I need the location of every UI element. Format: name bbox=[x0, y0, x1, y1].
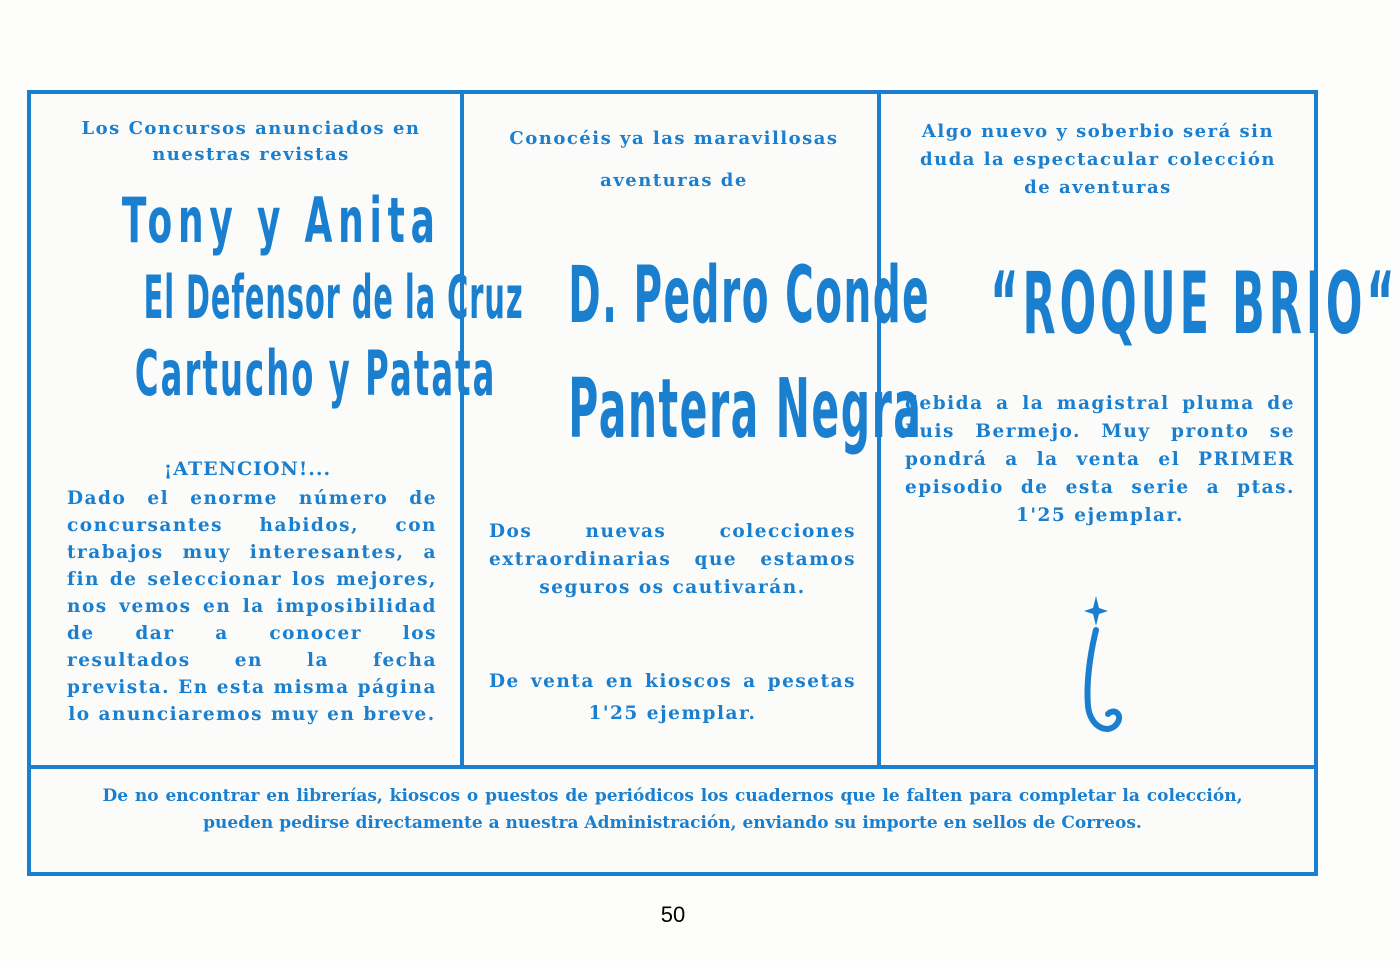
middle-description: Dos nuevas colecciones extraordinarias que estamos seguros os cautivarán. bbox=[489, 521, 856, 598]
title-pedro-conde: D. Pedro Conde bbox=[568, 251, 931, 341]
title-pantera-negra: Pantera Negra bbox=[568, 362, 923, 457]
question-mark-ornament-icon bbox=[1066, 594, 1126, 744]
right-description: debida a la magistral pluma de Luis Bermejo. Muy pronto se pondrá a la venta el PRIMER episodio de esta serie a ptas. 1'25 ejemplar. bbox=[905, 393, 1295, 526]
left-panel bbox=[31, 94, 524, 765]
title-tony-y-anita: Tony y Anita bbox=[121, 184, 441, 257]
footer-notice-text: De no encontrar en librerías, kioscos o puestos de periódicos los cuadernos que le falten para completar la colección, pueden pedirse directamente a nuestra Administración, enviando su importe en sellos de Correos. bbox=[102, 786, 1243, 833]
advertisement-frame bbox=[27, 90, 1399, 876]
right-panel bbox=[881, 94, 1399, 765]
title-roque-brio: “ROQUE BRIO“ bbox=[990, 254, 1399, 354]
page-number: 50 bbox=[660, 902, 686, 927]
middle-panel bbox=[464, 94, 931, 765]
title-defensor-de-la-cruz: El Defensor de la Cruz bbox=[143, 263, 524, 333]
title-cartucho-y-patata: Cartucho y Patata bbox=[134, 337, 497, 410]
footer-notice bbox=[31, 765, 1314, 872]
left-intro: Los Concursos anunciados en nuestras revistas bbox=[81, 118, 421, 165]
middle-intro: Conocéis ya las maravillosas aventuras de bbox=[509, 128, 839, 191]
middle-sale-info: De venta en kioscos a pesetas 1'25 ejemplar. bbox=[489, 671, 856, 724]
attention-heading: ¡ATENCION!... bbox=[163, 458, 332, 480]
right-intro: Algo nuevo y soberbio será sin duda la espectacular colección de aventuras bbox=[920, 121, 1276, 198]
contest-notice: Dado el enorme número de concursantes habidos, con trabajos muy interesantes, a fin de seleccionar los mejores, nos vemos en la imposibilidad de dar a conocer los resultados en la fecha prevista. En esta misma página lo anunciaremos muy en breve. bbox=[67, 488, 437, 725]
